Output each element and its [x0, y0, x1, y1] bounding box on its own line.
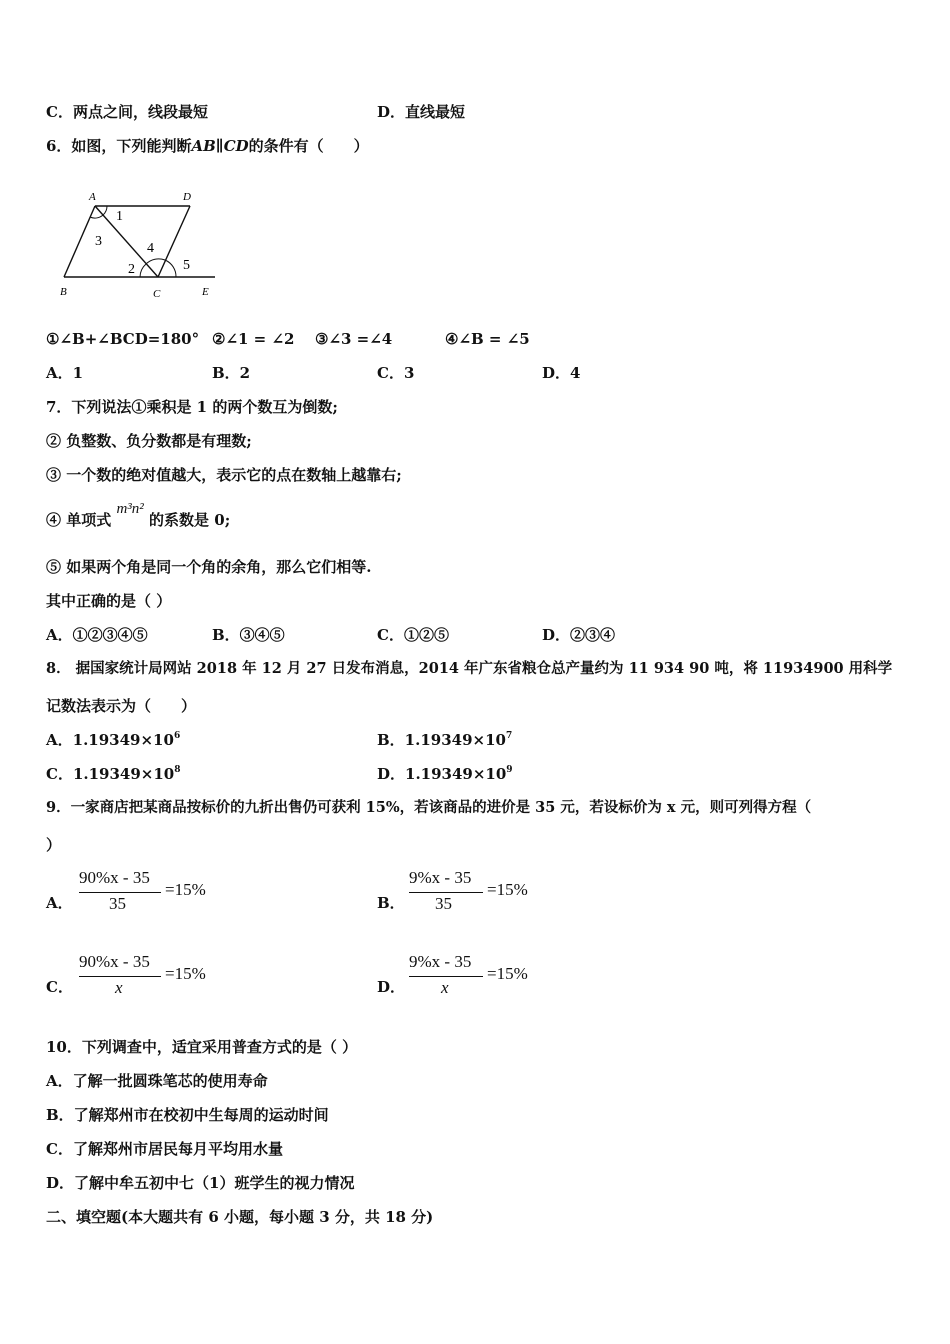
q9-option-a-numerator: 90%x - 35: [79, 868, 150, 887]
section-2-heading: 二、填空题(本大题共有 6 小题，每小题 3 分，共 18 分): [46, 1208, 434, 1226]
fig-arc-2: [140, 264, 146, 277]
q8-stem-line2: 记数法表示为（ ）: [46, 697, 197, 715]
q6-figure: [50, 180, 230, 305]
q9-option-d-numerator: 9%x - 35: [409, 952, 472, 971]
q8-option-d-label: D．1.19349×10: [377, 765, 507, 783]
q6-stem: [46, 136, 369, 156]
q8-option-d-exp: 9: [506, 765, 513, 775]
q6-option-b: B．2: [212, 364, 251, 382]
q8-option-c-label: C．1.19349×10: [46, 765, 175, 783]
q9-option-c-numerator: 90%x - 35: [79, 952, 150, 971]
q6-option-d: D．4: [542, 364, 581, 382]
q9-stem-line2: ）: [46, 836, 62, 854]
q9-stem-line1: 9．一家商店把某商品按标价的九折出售仍可获利 15%，若该商品的进价是 35 元，若设标价为 x 元，则可列得方程（: [46, 799, 812, 816]
q9-option-c-bar: [79, 976, 161, 977]
fig-label-b: B: [60, 286, 67, 298]
q9-option-b-denominator: 35: [435, 894, 452, 913]
q10-option-a: A．了解一批圆珠笔芯的使用寿命: [46, 1072, 268, 1090]
q10-option-b: B．了解郑州市在校初中生每周的运动时间: [46, 1106, 329, 1124]
q8-stem-line1: 8． 据国家统计局网站 2018 年 12 月 27 日发布消息，2014 年广东省粮仓总产量约为 11 934 90 吨，将 11934900 用科学: [46, 660, 893, 677]
q7-s4-monomial: m³n²: [116, 501, 144, 517]
q8-option-b-label: B．1.19349×10: [377, 731, 506, 749]
fig-angle-4: 4: [147, 241, 154, 256]
q7-s4-prefix: ④ 单项式: [46, 511, 112, 529]
q7-option-b: B．③④⑤: [212, 626, 285, 644]
q9-option-c-rhs: =15%: [165, 964, 206, 983]
q9-option-d-label: D．: [377, 978, 406, 996]
fig-angle-1: 1: [116, 209, 123, 224]
q10-stem: 10．下列调查中，适宜采用普查方式的是（ ）: [46, 1038, 358, 1056]
q8-option-a-exp: 6: [173, 731, 181, 741]
q9-option-d-denominator: x: [441, 978, 449, 997]
q8-option-c: [46, 764, 181, 784]
q9-option-a-bar: [79, 892, 161, 893]
q7-statement-5: ⑤ 如果两个角是同一个角的余角，那么它们相等.: [46, 558, 372, 576]
q8-option-d: [377, 764, 513, 784]
q8-option-b: [377, 730, 512, 750]
q6-option-a: A．1: [46, 364, 84, 382]
q6-condition-1: ①∠B+∠BCD=180°: [46, 330, 200, 348]
fig-arc-3: [90, 215, 103, 218]
q7-option-c: C．①②⑤: [377, 626, 449, 644]
q9-option-a-label: A．: [46, 894, 73, 912]
q7-option-d: D．②③④: [542, 626, 616, 644]
fig-label-d: D: [183, 191, 191, 203]
q8-option-b-exp: 7: [505, 731, 513, 741]
fig-arc-5: [165, 260, 176, 277]
q9-option-b-rhs: =15%: [487, 880, 528, 899]
q8-option-c-exp: 8: [174, 765, 181, 775]
q6-condition-3: ③∠3 =∠4: [315, 330, 393, 348]
q5-option-d: D．直线最短: [377, 103, 466, 121]
q7-s4-suffix: 的系数是 0;: [149, 511, 231, 529]
q7-stem: 7．下列说法①乘积是 1 的两个数互为倒数;: [46, 398, 338, 416]
q9-option-a-denominator: 35: [109, 894, 126, 913]
q6-stem-suffix: 的条件有（ ）: [248, 137, 369, 155]
q10-option-c: C．了解郑州市居民每月平均用水量: [46, 1140, 283, 1158]
fig-label-c: C: [153, 288, 161, 300]
fig-angle-5: 5: [183, 258, 190, 273]
q7-statement-2: ② 负整数、负分数都是有理数;: [46, 432, 252, 450]
q9-option-c-label: C．: [46, 978, 73, 996]
q10-option-d: D．了解中牟五初中七（1）班学生的视力情况: [46, 1174, 355, 1192]
q7-statement-4: [46, 501, 231, 531]
q9-option-d-rhs: =15%: [487, 964, 528, 983]
q9-option-b-label: B．: [377, 894, 405, 912]
q6-stem-math: AB∥CD: [191, 137, 249, 155]
q9-option-a-rhs: =15%: [165, 880, 206, 899]
q6-stem-prefix: 6．如图，下列能判断: [46, 137, 192, 155]
q9-option-d-bar: [409, 976, 483, 977]
q5-option-c: C．两点之间，线段最短: [46, 103, 208, 121]
fig-angle-2: 2: [128, 262, 135, 277]
q9-option-b-numerator: 9%x - 35: [409, 868, 472, 887]
fig-label-e: E: [202, 286, 209, 298]
q6-option-c: C．3: [377, 364, 415, 382]
q7-statement-3: ③ 一个数的绝对值越大，表示它的点在数轴上越靠右;: [46, 466, 402, 484]
fig-label-a: A: [89, 191, 96, 203]
q8-option-a: [46, 730, 180, 750]
fig-angle-3: 3: [95, 234, 102, 249]
fig-arc-1: [103, 206, 107, 215]
q6-condition-4: ④∠B = ∠5: [445, 330, 530, 348]
q8-option-a-label: A．1.19349×10: [46, 731, 174, 749]
fig-arc-4: [146, 259, 165, 264]
q9-option-b-bar: [409, 892, 483, 893]
q9-option-c-denominator: x: [115, 978, 123, 997]
q6-condition-2: ②∠1 = ∠2: [212, 330, 295, 348]
q7-ask: 其中正确的是（ ）: [46, 592, 172, 610]
q7-option-a: A．①②③④⑤: [46, 626, 148, 644]
